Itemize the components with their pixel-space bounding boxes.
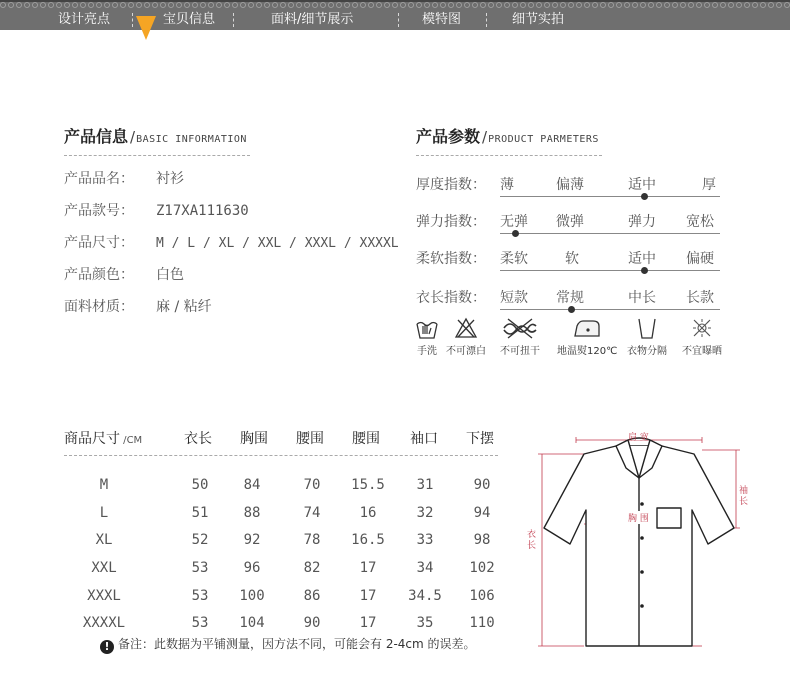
- param-option: 短款: [500, 290, 528, 306]
- parameters-heading: 产品参数 /PRODUCT PARMETERS: [416, 127, 599, 146]
- care-no-bleach: [446, 316, 486, 357]
- param-option: 无弹: [500, 214, 528, 230]
- table-cell: 16.5: [351, 532, 385, 548]
- table-cell: 84: [243, 477, 261, 493]
- measurement-note: [100, 635, 476, 654]
- param-label-elasticity: 弹力指数：: [416, 214, 486, 230]
- note-text: 备注：此数据为平铺测量，因方法不同，可能会有 2-4cm 的误差。: [118, 637, 476, 651]
- table-cell: 33: [416, 532, 434, 548]
- nav-separator: [132, 13, 134, 27]
- info-row-style-no: [64, 200, 249, 220]
- parameters-subtitle: PRODUCT PARMETERS: [488, 134, 599, 145]
- nav-separator: [398, 13, 400, 27]
- table-cell: 34: [416, 560, 434, 576]
- param-option: 薄: [500, 177, 514, 193]
- size-table-title: 商品尺寸 /CM: [64, 431, 143, 447]
- param-track: [500, 309, 720, 310]
- param-option: 微弹: [556, 214, 584, 230]
- table-cell: 50: [191, 477, 209, 493]
- table-cell: 96: [243, 560, 261, 576]
- size-cell: XXL: [91, 560, 117, 576]
- table-cell: 98: [473, 532, 491, 548]
- active-tab-marker: [136, 16, 156, 40]
- size-table-unit: CM: [126, 435, 143, 446]
- column-header: 袖口: [410, 431, 438, 447]
- table-cell: 82: [303, 560, 321, 576]
- nav-pattern: [0, 2, 790, 8]
- table-cell: 78: [303, 532, 321, 548]
- param-selected-dot: [641, 193, 648, 200]
- table-cell: 102: [469, 560, 495, 576]
- info-row-sizes: [64, 232, 399, 252]
- warning-icon: !: [100, 640, 114, 654]
- table-cell: 17: [359, 615, 377, 631]
- top-nav: [0, 0, 790, 30]
- param-option: 适中: [628, 251, 656, 267]
- table-cell: 51: [191, 505, 209, 521]
- size-cell: M: [99, 477, 109, 493]
- care-label: 不宜曝晒: [682, 346, 722, 357]
- no-wring-icon: [500, 316, 540, 340]
- info-row-color: [64, 264, 184, 284]
- iron-low-temp-icon: [569, 316, 605, 340]
- info-row-name: [64, 168, 184, 188]
- info-key: 产品颜色：: [64, 267, 134, 283]
- param-track: [500, 233, 720, 234]
- shoulder-label: 肩 宽: [628, 433, 649, 443]
- param-track: [500, 270, 720, 271]
- care-separate: [627, 316, 667, 357]
- table-cell: 53: [191, 560, 209, 576]
- param-selected-dot: [568, 306, 575, 313]
- size-table-title-text: 商品尺寸: [64, 431, 120, 447]
- param-option: 偏硬: [686, 251, 714, 267]
- param-option: 柔软: [500, 251, 528, 267]
- column-header: 下摆: [466, 431, 494, 447]
- table-cell: 86: [303, 588, 321, 604]
- product-info-heading: 产品信息 /BASIC INFORMATION: [64, 127, 247, 146]
- param-option: 软: [565, 251, 579, 267]
- param-label-thickness: 厚度指数：: [416, 177, 486, 193]
- parameters-title: 产品参数: [416, 127, 481, 146]
- column-header: 胸围: [240, 431, 268, 447]
- info-key: 产品尺寸：: [64, 235, 134, 251]
- divider: [64, 455, 498, 456]
- sleeve-label: 袖长: [739, 486, 749, 507]
- table-cell: 94: [473, 505, 491, 521]
- param-option: 弹力: [628, 214, 656, 230]
- column-header: 衣长: [184, 431, 212, 447]
- param-track: [500, 196, 720, 197]
- tab-product-info[interactable]: 宝贝信息: [163, 12, 216, 27]
- table-cell: 16: [359, 505, 377, 521]
- product-info-title: 产品信息: [64, 127, 129, 146]
- param-option: 厚: [702, 177, 716, 193]
- param-option: 宽松: [686, 214, 714, 230]
- care-no-sun: [682, 316, 722, 357]
- tab-model-photos[interactable]: 模特图: [422, 12, 462, 27]
- column-header: 腰围: [352, 431, 380, 447]
- param-option: 长款: [686, 290, 714, 306]
- param-option: 适中: [628, 177, 656, 193]
- care-label: 手洗: [417, 346, 437, 357]
- table-cell: 15.5: [351, 477, 385, 493]
- param-selected-dot: [512, 230, 519, 237]
- table-cell: 106: [469, 588, 495, 604]
- info-value: Z17XA111630: [156, 203, 249, 219]
- table-cell: 110: [469, 615, 495, 631]
- table-cell: 52: [191, 532, 209, 548]
- table-cell: 104: [239, 615, 265, 631]
- param-label-softness: 柔软指数：: [416, 251, 486, 267]
- param-option: 常规: [556, 290, 584, 306]
- care-label: 地温熨120℃: [557, 346, 618, 357]
- product-info-subtitle: BASIC INFORMATION: [136, 134, 247, 145]
- table-cell: 17: [359, 588, 377, 604]
- table-cell: 70: [303, 477, 321, 493]
- table-cell: 17: [359, 560, 377, 576]
- tab-detail-photos[interactable]: 细节实拍: [512, 12, 565, 27]
- table-cell: 90: [303, 615, 321, 631]
- care-label: 不可漂白: [446, 346, 486, 357]
- size-cell: XXXL: [87, 588, 121, 604]
- info-value: M / L / XL / XXL / XXXL / XXXXL: [156, 236, 399, 251]
- length-label: 衣长: [527, 530, 537, 551]
- no-bleach-icon: [453, 316, 479, 340]
- size-cell: XL: [95, 532, 113, 548]
- table-cell: 32: [416, 505, 434, 521]
- table-cell: 53: [191, 615, 209, 631]
- size-cell: L: [99, 505, 109, 521]
- table-cell: 92: [243, 532, 261, 548]
- info-key: 产品品名：: [64, 171, 134, 187]
- no-sun-dry-icon: [689, 316, 715, 340]
- hand-wash-icon: [414, 316, 440, 340]
- care-no-wring: [500, 316, 540, 357]
- info-key: 产品款号：: [64, 203, 134, 219]
- tab-design-highlights[interactable]: 设计亮点: [58, 12, 111, 27]
- nav-separator: [233, 13, 235, 27]
- table-cell: 100: [239, 588, 265, 604]
- table-cell: 90: [473, 477, 491, 493]
- nav-separator: [486, 13, 488, 27]
- divider: [416, 155, 602, 156]
- table-cell: 88: [243, 505, 261, 521]
- chest-label: 胸 围: [628, 511, 649, 524]
- column-header: 腰围: [296, 431, 324, 447]
- table-cell: 35: [416, 615, 434, 631]
- table-cell: 53: [191, 588, 209, 604]
- info-row-material: [64, 296, 212, 316]
- table-cell: 31: [416, 477, 434, 493]
- info-value: 白色: [156, 267, 184, 283]
- info-value: 麻 / 粘纤: [156, 299, 212, 315]
- table-cell: 34.5: [408, 588, 442, 604]
- param-label-length: 衣长指数：: [416, 290, 486, 306]
- info-value: 衬衫: [156, 171, 184, 187]
- care-label: 不可扭干: [500, 346, 540, 357]
- divider: [64, 155, 250, 156]
- care-iron: [557, 316, 617, 357]
- wash-separately-icon: [634, 316, 660, 340]
- size-cell: XXXXL: [82, 615, 126, 631]
- care-label: 衣物分隔: [627, 346, 667, 357]
- shirt-measurement-diagram: [524, 420, 754, 660]
- param-option: 中长: [628, 290, 656, 306]
- care-hand-wash: [414, 316, 440, 357]
- tab-fabric-details[interactable]: 面料/细节展示: [271, 12, 354, 27]
- shirt-icon: [524, 420, 754, 660]
- table-cell: 74: [303, 505, 321, 521]
- param-selected-dot: [641, 267, 648, 274]
- info-key: 面料材质：: [64, 299, 134, 315]
- param-option: 偏薄: [556, 177, 584, 193]
